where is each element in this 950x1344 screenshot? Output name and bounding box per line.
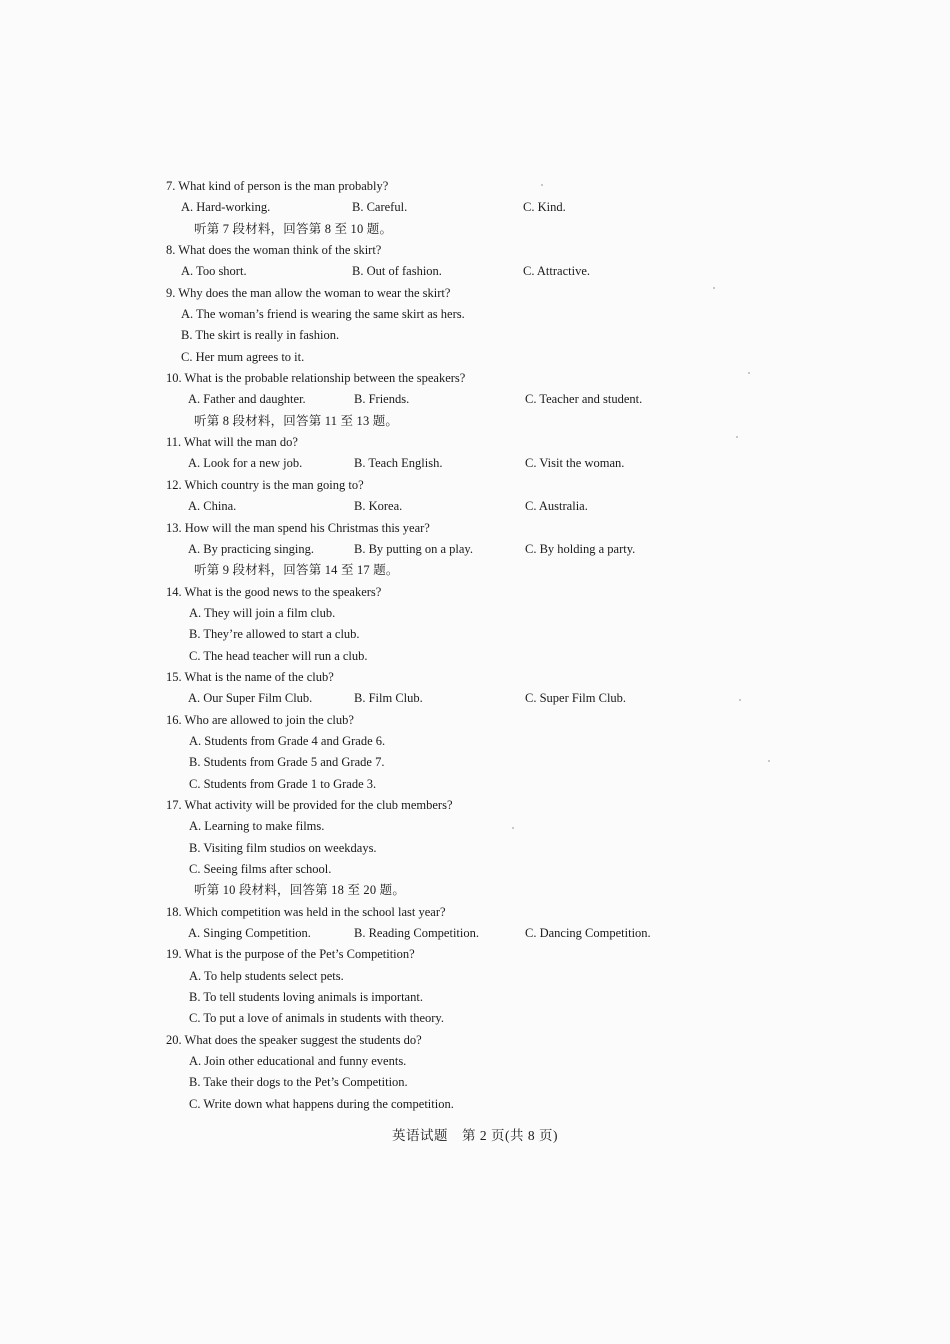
- scan-speck: [748, 372, 750, 374]
- answer-option: C. The head teacher will run a club.: [189, 648, 368, 663]
- answer-options-row: [166, 539, 726, 560]
- question-text: 10. What is the probable relationship between the speakers?: [166, 371, 466, 386]
- question-text: 14. What is the good news to the speakers?: [166, 584, 382, 599]
- answer-option: C. Students from Grade 1 to Grade 3.: [189, 776, 377, 791]
- scan-speck: [713, 287, 715, 289]
- answer-options-row: [166, 197, 726, 218]
- answer-option: A. Learning to make films.: [189, 819, 325, 834]
- answer-option: C. Write down what happens during the competition.: [189, 1096, 454, 1111]
- question-text: 20. What does the speaker suggest the students do?: [166, 1032, 422, 1047]
- answer-options-row: [166, 389, 726, 410]
- scan-speck: [768, 760, 770, 762]
- answer-option-b: B. Film Club.: [354, 691, 423, 706]
- question-list: [166, 176, 726, 1115]
- answer-option: A. They will join a film club.: [189, 605, 336, 620]
- question-text: 17. What activity will be provided for the club members?: [166, 797, 453, 812]
- answer-options-row: [166, 923, 726, 944]
- question-text: 12. Which country is the man going to?: [166, 477, 364, 492]
- answer-option-c: C. Visit the woman.: [525, 456, 625, 471]
- section-instruction: 听第 10 段材料，回答第 18 至 20 题。: [194, 883, 406, 898]
- section-instruction: 听第 7 段材料，回答第 8 至 10 题。: [194, 221, 393, 236]
- question-text: 18. Which competition was held in the school last year?: [166, 904, 446, 919]
- page-footer: 英语试题 第 2 页(共 8 页): [392, 1128, 558, 1143]
- answer-option: A. Students from Grade 4 and Grade 6.: [189, 733, 386, 748]
- answer-option-a: A. Look for a new job.: [188, 456, 303, 471]
- answer-option: B. They’re allowed to start a club.: [189, 627, 360, 642]
- answer-option-c: C. By holding a party.: [525, 541, 636, 556]
- answer-option: A. To help students select pets.: [189, 968, 344, 983]
- question-text: 8. What does the woman think of the skirt?: [166, 243, 382, 258]
- answer-option-b: B. Careful.: [352, 200, 408, 215]
- question-text: 16. Who are allowed to join the club?: [166, 712, 354, 727]
- section-instruction: 听第 8 段材料，回答第 11 至 13 题。: [194, 413, 399, 428]
- answer-option-b: B. Out of fashion.: [352, 264, 442, 279]
- answer-option: B. To tell students loving animals is important.: [189, 990, 423, 1005]
- answer-option-c: C. Australia.: [525, 499, 588, 514]
- answer-option: C. To put a love of animals in students with theory.: [189, 1011, 444, 1026]
- answer-option-a: A. Father and daughter.: [188, 392, 306, 407]
- answer-option-a: A. Too short.: [181, 264, 247, 279]
- answer-options-row: [166, 496, 726, 517]
- answer-option-c: C. Kind.: [523, 200, 566, 215]
- answer-option-b: B. Korea.: [354, 499, 403, 514]
- question-text: 13. How will the man spend his Christmas this year?: [166, 520, 430, 535]
- answer-option: A. Join other educational and funny events.: [189, 1054, 407, 1069]
- answer-option: B. Students from Grade 5 and Grade 7.: [189, 755, 385, 770]
- answer-options-row: [166, 453, 726, 474]
- section-instruction: 听第 9 段材料，回答第 14 至 17 题。: [194, 563, 399, 578]
- answer-option: C. Her mum agrees to it.: [181, 349, 305, 364]
- answer-options-row: [166, 688, 726, 709]
- answer-option-c: C. Super Film Club.: [525, 691, 627, 706]
- answer-option-a: A. Singing Competition.: [188, 926, 311, 941]
- answer-option-a: A. China.: [188, 499, 237, 514]
- answer-option: A. The woman’s friend is wearing the same skirt as hers.: [181, 307, 465, 322]
- answer-option: B. The skirt is really in fashion.: [181, 328, 340, 343]
- scan-speck: [739, 699, 741, 701]
- question-text: 19. What is the purpose of the Pet’s Competition?: [166, 947, 415, 962]
- answer-option-c: C. Dancing Competition.: [525, 926, 651, 941]
- answer-option: B. Visiting film studios on weekdays.: [189, 840, 377, 855]
- answer-option-b: B. Teach English.: [354, 456, 443, 471]
- answer-option-a: A. Our Super Film Club.: [188, 691, 313, 706]
- scan-speck: [512, 827, 514, 829]
- answer-option-b: B. By putting on a play.: [354, 541, 473, 556]
- question-text: 7. What kind of person is the man probably?: [166, 179, 389, 193]
- answer-option-c: C. Attractive.: [523, 264, 590, 279]
- question-text: 11. What will the man do?: [166, 435, 298, 450]
- answer-options-row: [166, 261, 726, 282]
- answer-option-b: B. Reading Competition.: [354, 926, 479, 941]
- answer-option: C. Seeing films after school.: [189, 862, 332, 876]
- question-text: 15. What is the name of the club?: [166, 669, 334, 684]
- answer-option: B. Take their dogs to the Pet’s Competition.: [189, 1075, 408, 1090]
- answer-option-c: C. Teacher and student.: [525, 392, 643, 407]
- answer-option-a: A. By practicing singing.: [188, 541, 315, 556]
- answer-option-a: A. Hard-working.: [181, 200, 271, 215]
- scan-speck: [541, 184, 543, 186]
- answer-option-b: B. Friends.: [354, 392, 410, 407]
- question-text: 9. Why does the man allow the woman to wear the skirt?: [166, 285, 451, 300]
- scan-speck: [736, 436, 738, 438]
